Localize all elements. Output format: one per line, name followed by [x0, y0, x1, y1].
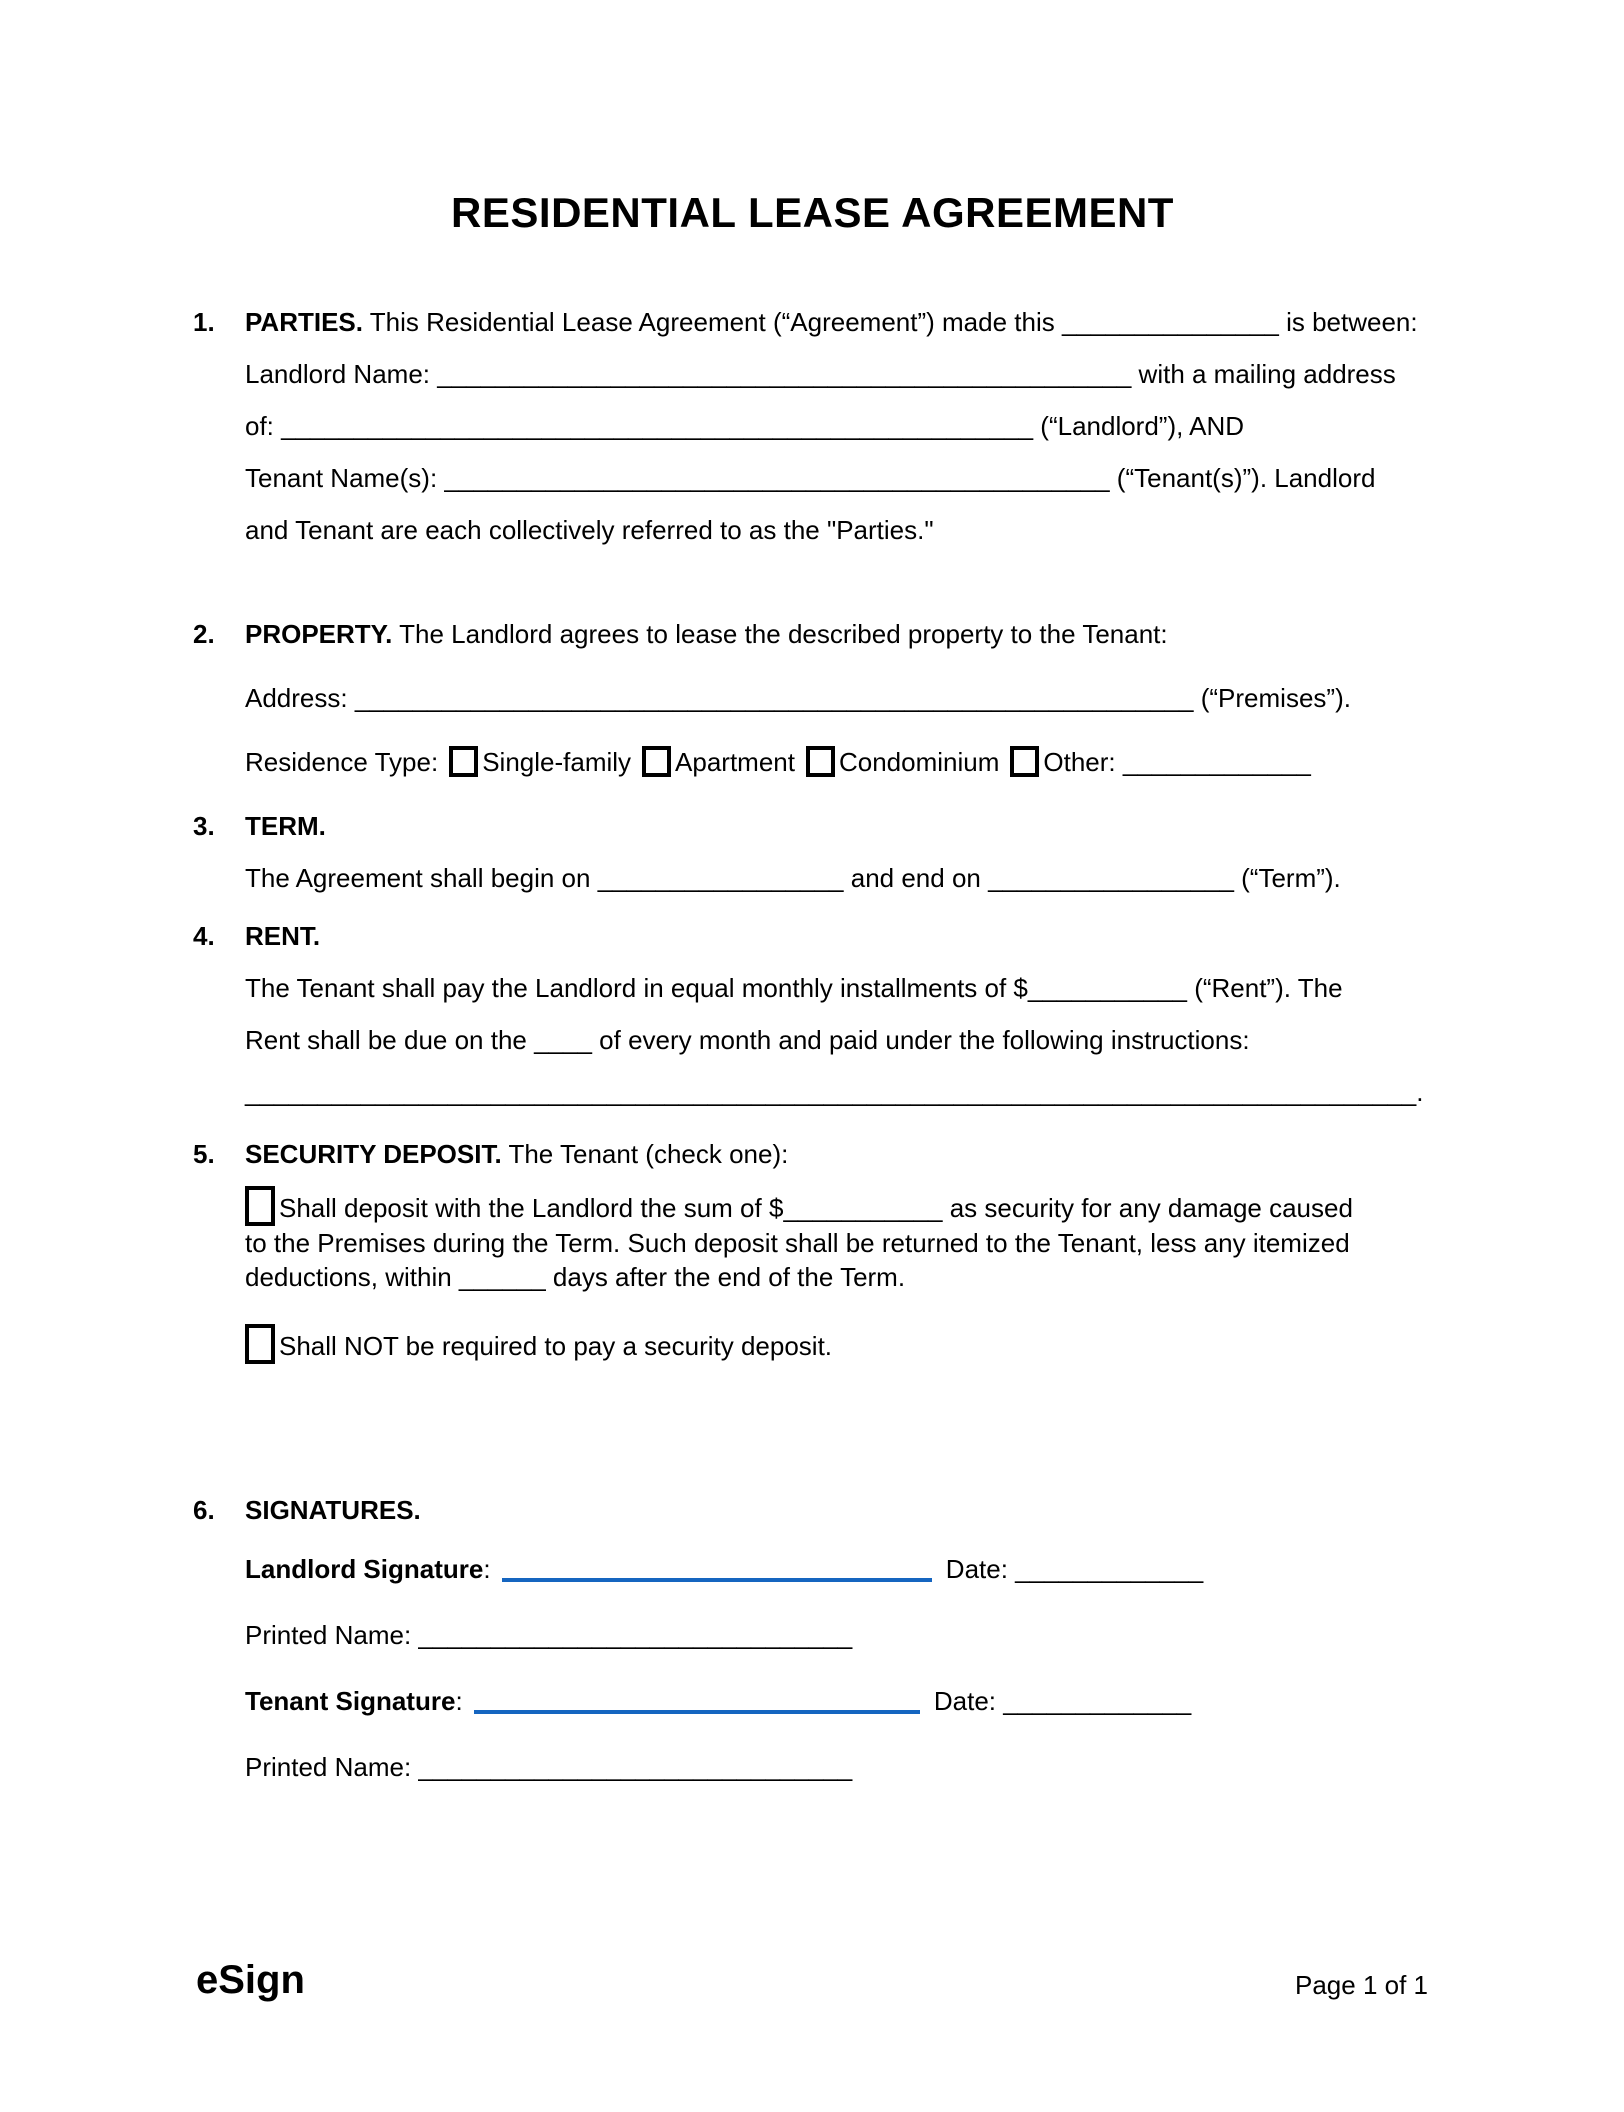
body-text: (“Rent”). The: [1186, 973, 1343, 1003]
section-signatures: [193, 1484, 1432, 1800]
body-text: .: [1416, 1077, 1424, 1107]
parties-line-1: [193, 296, 1432, 348]
rent-line-1: [245, 962, 1432, 1014]
body-text: The Tenant (check one):: [501, 1139, 789, 1169]
tenant-signature-label: Tenant Signature: [245, 1686, 456, 1716]
body-text: Address:: [245, 683, 355, 713]
body-text: days after the end of the Term.: [545, 1262, 906, 1292]
property-heading-line: [193, 602, 1432, 666]
section-heading: SIGNATURES.: [245, 1495, 421, 1525]
section-heading: PROPERTY.: [245, 619, 393, 649]
section-rent: [193, 910, 1432, 1118]
body-text: The Agreement shall begin on: [245, 863, 598, 893]
section-security-deposit: [193, 1128, 1432, 1364]
residence-type-label: Residence Type:: [245, 747, 439, 777]
section-parties: [193, 296, 1432, 556]
term-start-date-blank[interactable]: _________________: [597, 863, 844, 893]
body-text: The Landlord agrees to lease the described property to the Tenant:: [392, 619, 1168, 649]
section-property: [193, 602, 1432, 794]
deposit-option-1-line-1: [245, 1186, 1432, 1226]
date-label: Date:: [945, 1554, 1016, 1584]
body-text: The Tenant shall pay the Landlord in equal monthly installments of $: [245, 973, 1028, 1003]
body-text: of:: [245, 411, 282, 441]
tenant-printed-name-blank[interactable]: ______________________________: [418, 1752, 853, 1782]
apartment-checkbox[interactable]: [642, 746, 671, 777]
deposit-option-2-line: [245, 1324, 1432, 1364]
section-number: 6.: [193, 1495, 215, 1525]
tenant-signature-line-row: [245, 1668, 1432, 1734]
section-heading: PARTIES.: [245, 307, 363, 337]
tenant-signature-date-blank[interactable]: _____________: [1003, 1686, 1192, 1716]
parties-line-2: [245, 348, 1432, 400]
body-text: as security for any damage caused: [942, 1193, 1353, 1223]
deposit-option-1-line-2: [245, 1226, 1432, 1260]
landlord-printed-name-blank[interactable]: ______________________________: [418, 1620, 853, 1650]
landlord-printed-name-row: [245, 1602, 1432, 1668]
body-text: (“Landlord”), AND: [1033, 411, 1245, 441]
section-term: [193, 800, 1432, 904]
body-text: :: [483, 1554, 498, 1584]
landlord-signature-field[interactable]: [502, 1577, 932, 1582]
parties-line-3: [245, 400, 1432, 452]
single-family-label: Single-family: [482, 747, 632, 777]
other-label: Other:: [1043, 747, 1123, 777]
body-text: is between:: [1278, 307, 1418, 337]
section-heading: RENT.: [245, 921, 321, 951]
payment-instructions-blank[interactable]: _________________________________________________________________________________: [245, 1077, 1417, 1107]
section-number: 2.: [193, 619, 215, 649]
deposit-return-days-blank[interactable]: ______: [458, 1262, 546, 1292]
body-text: (“Premises”).: [1193, 683, 1351, 713]
body-text: Shall deposit with the Landlord the sum of $: [279, 1193, 784, 1223]
tenant-printed-name-row: [245, 1734, 1432, 1800]
no-deposit-checkbox[interactable]: [245, 1324, 275, 1364]
landlord-address-blank[interactable]: ____________________________________________________: [281, 411, 1034, 441]
printed-name-label: Printed Name:: [245, 1620, 419, 1650]
body-text: Tenant Name(s):: [245, 463, 445, 493]
printed-name-label: Printed Name:: [245, 1752, 419, 1782]
term-end-date-blank[interactable]: _________________: [988, 863, 1234, 893]
tenant-name-blank[interactable]: ______________________________________________: [444, 463, 1110, 493]
body-text: of every month and paid under the following instructions:: [591, 1025, 1250, 1055]
section-number: 3.: [193, 811, 215, 841]
single-family-checkbox[interactable]: [449, 746, 478, 777]
section-number: 1.: [193, 307, 215, 337]
property-address-line: [245, 666, 1432, 730]
body-text: Landlord Name:: [245, 359, 438, 389]
body-text: with a mailing address: [1131, 359, 1396, 389]
body-text: :: [455, 1686, 470, 1716]
term-line: [245, 852, 1432, 904]
page-title: RESIDENTIAL LEASE AGREEMENT: [451, 189, 1174, 236]
deposit-option-2: [245, 1324, 1432, 1364]
section-heading: TERM.: [245, 811, 326, 841]
condominium-checkbox[interactable]: [806, 746, 835, 777]
deposit-heading-line: [193, 1128, 1432, 1180]
rent-amount-blank[interactable]: ___________: [1027, 973, 1187, 1003]
body-text: (“Term”).: [1233, 863, 1341, 893]
body-text: and Tenant are each collectively referred to as the "Parties.": [245, 515, 934, 545]
date-label: Date:: [933, 1686, 1004, 1716]
section-heading: SECURITY DEPOSIT.: [245, 1139, 502, 1169]
term-heading-line: [193, 800, 1432, 852]
esign-logo: eSign: [196, 1958, 305, 2002]
landlord-name-blank[interactable]: ________________________________________________: [437, 359, 1132, 389]
body-text: to the Premises during the Term. Such deposit shall be returned to the Tenant, less any itemized: [245, 1228, 1350, 1258]
other-checkbox[interactable]: [1010, 746, 1039, 777]
body-text: Rent shall be due on the: [245, 1025, 535, 1055]
tenant-signature-field[interactable]: [474, 1709, 920, 1714]
deposit-option-1-line-3: [245, 1260, 1432, 1294]
body-text: deductions, within: [245, 1262, 459, 1292]
landlord-signature-line-row: [245, 1536, 1432, 1602]
landlord-signature-date-blank[interactable]: _____________: [1015, 1554, 1204, 1584]
body-text: Shall NOT be required to pay a security deposit.: [279, 1331, 833, 1361]
section-number: 5.: [193, 1139, 215, 1169]
page-number: Page 1 of 1: [1295, 1970, 1428, 2000]
signatures-heading-line: [193, 1484, 1432, 1536]
property-address-blank[interactable]: __________________________________________________________: [354, 683, 1194, 713]
condominium-label: Condominium: [838, 747, 1000, 777]
section-number: 4.: [193, 921, 215, 951]
deposit-amount-blank[interactable]: ___________: [783, 1193, 943, 1223]
other-residence-blank[interactable]: _____________: [1122, 747, 1311, 777]
parties-line-5: [245, 504, 1432, 556]
deposit-option-1: [245, 1186, 1432, 1294]
body-text: and end on: [843, 863, 989, 893]
rent-due-day-blank[interactable]: ____: [534, 1025, 592, 1055]
body-text: (“Tenant(s)”). Landlord: [1109, 463, 1376, 493]
rent-line-3: [245, 1066, 1432, 1118]
body-text: This Residential Lease Agreement (“Agreement”) made this: [362, 307, 1062, 337]
apartment-label: Apartment: [675, 747, 795, 777]
deposit-required-checkbox[interactable]: [245, 1186, 275, 1226]
parties-line-4: [245, 452, 1432, 504]
rent-heading-line: [193, 910, 1432, 962]
residence-type-line: [245, 730, 1432, 794]
agreement-date-blank[interactable]: _______________: [1061, 307, 1279, 337]
landlord-signature-label: Landlord Signature: [245, 1554, 484, 1584]
rent-line-2: [245, 1014, 1432, 1066]
